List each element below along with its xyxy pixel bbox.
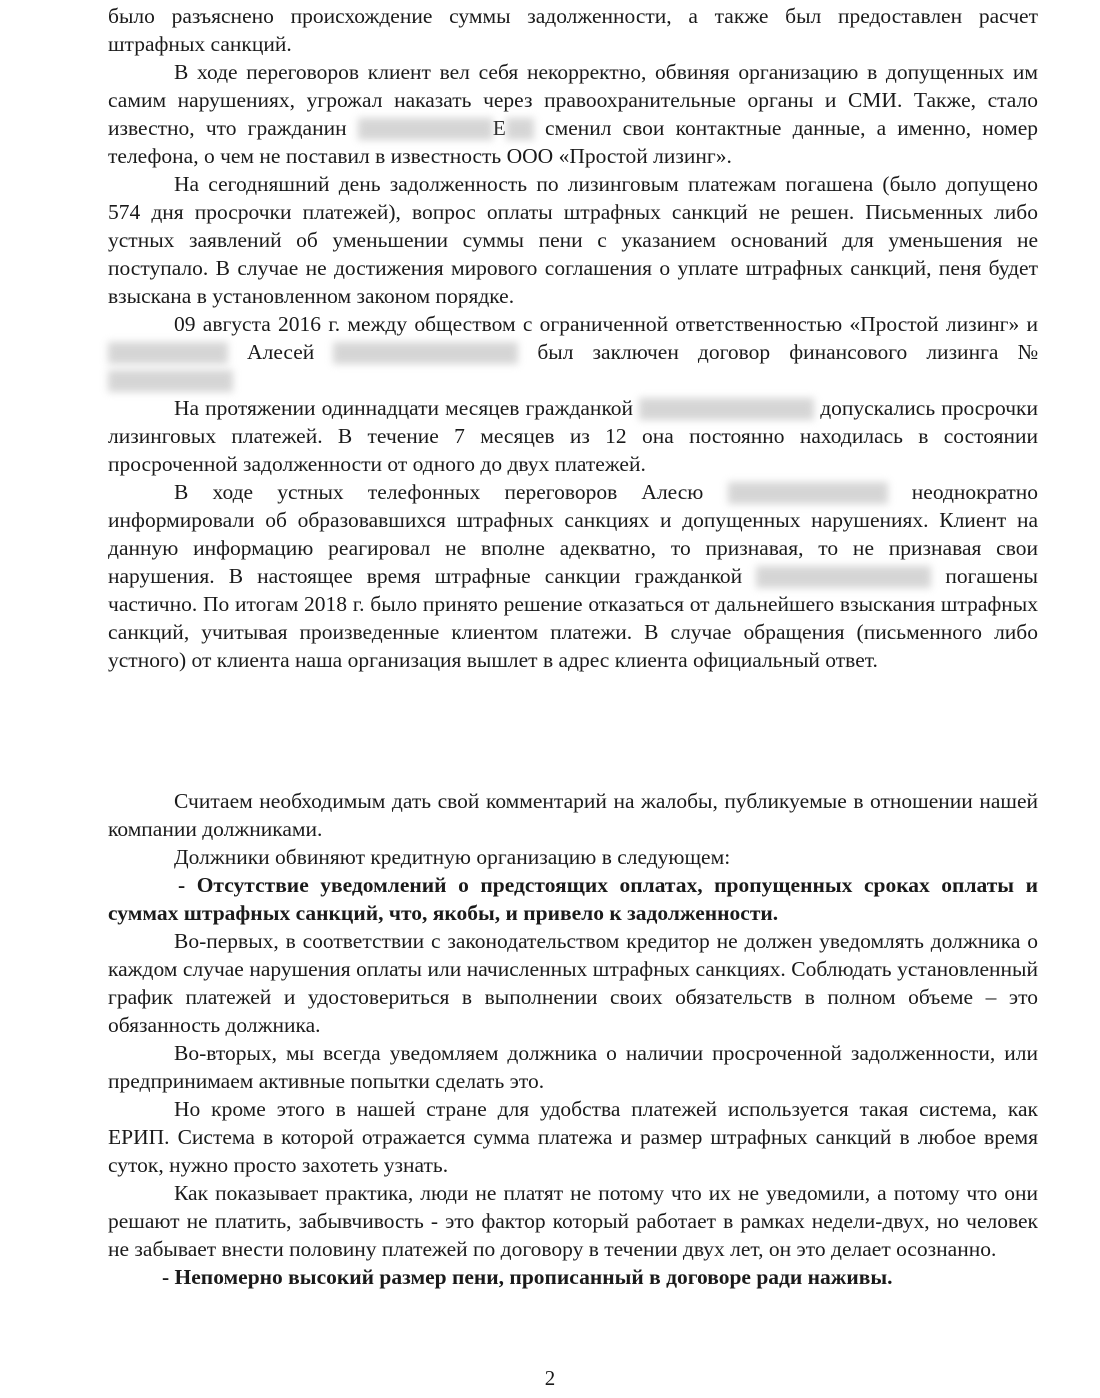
redacted-client-surname: [728, 482, 888, 504]
paragraph-contract: 09 августа 2016 г. между обществом с ограниченной ответственностью «Простой лизинг» и Алесей был заключен договор финансового лизинга №: [108, 310, 1038, 394]
paragraph-erip: Но кроме этого в нашей стране для удобства платежей используется такая система, как ЕРИП. Система в которой отражается сумма платежа и размер штрафных санкций в любое время суток, нужно просто захотеть узнать.: [108, 1097, 1038, 1177]
paragraph-firstly: Во-первых, в соответствии с законодательством кредитор не должен уведомлять должника о каждом случае нарушения оплаты или начисленных штрафных санкциях. Соблюдать установленный график платежей и удостовериться в выполнении своих обязательств в полном объеме – это обязанность должника.: [108, 929, 1038, 1037]
paragraph-overdue-payments: На протяжении одиннадцати месяцев гражданкой допускались просрочки лизинговых платежей. В течение 7 месяцев из 12 она постоянно находилась в состоянии просроченной задолженности от одного до двух платежей.: [108, 396, 1038, 476]
paragraph-secondly: Во-вторых, мы всегда уведомляем должника о наличии просроченной задолженности, или предпринимаем активные попытки сделать это.: [108, 1041, 1038, 1093]
bullet-no-notifications: - Отсутствие уведомлений о предстоящих оплатах, пропущенных сроках оплаты и суммах штрафных санкций, что, якобы, и привело к задолженности.: [108, 873, 1038, 925]
page-number: 2: [544, 1366, 556, 1390]
redacted-surname: [108, 342, 228, 364]
paragraph-practice: Как показывает практика, люди не платят не потому что их не уведомили, а потому что они решают не платить, забывчивость - это фактор который работает в рамках недели-двух, но человек не забывает внести половину платежей по договору в течении двух лет, он это делает осознанно.: [108, 1181, 1038, 1261]
paragraph-comment-intro: Считаем необходимым дать свой комментарий на жалобы, публикуемые в отношении нашей компании должниками.: [108, 789, 1038, 841]
paragraph-phone-negotiations: В ходе устных телефонных переговоров Алесю неоднократно информировали об образовавшихся штрафных санкциях и допущенных нарушениях. Клиент на данную информацию реагировал не вполне адекватно, то признавая, то не признавая свои нарушения. В настоящее время штрафные санкции гражданкой погашены частично. По итогам 2018 г. было принято решение отказаться от дальнейшего взыскания штрафных санкций, учитывая произведенные клиентом платежи. В случае обращения (письменного либо устного) от клиента наша организация вышлет в адрес клиента официальный ответ.: [108, 480, 1038, 672]
redacted-patronymic: [333, 342, 518, 364]
paragraph-accusations-intro: Должники обвиняют кредитную организацию в следующем:: [174, 845, 731, 869]
paragraph-negotiations: В ходе переговоров клиент вел себя некорректно, обвиняя организацию в допущенных им самим нарушениях, угрожал наказать через правоохранительные органы и СМИ. Также, стало известно, что гражданин Е сменил свои контактные данные, а именно, номер телефона, о чем не поставил в известность ООО «Простой лизинг».: [108, 60, 1038, 168]
redacted-client-fullname: [756, 566, 931, 588]
redacted-name: [358, 118, 493, 140]
section-complaints-comment: [108, 787, 1038, 1291]
redacted-initials: [506, 118, 534, 140]
redacted-client-name: [639, 398, 814, 420]
redacted-contract-number: [108, 370, 233, 392]
section-case-description: [108, 2, 1038, 674]
paragraph-explanation: было разъяснено происхождение суммы задолженности, а также был предоставлен расчет штрафных санкций.: [108, 4, 1038, 56]
bullet-high-penalty: - Непомерно высокий размер пени, прописанный в договоре ради наживы.: [162, 1265, 893, 1289]
paragraph-debt-status: На сегодняшний день задолженность по лизинговым платежам погашена (было допущено 574 дня просрочки платежей), вопрос оплаты штрафных санкций не решен. Письменных либо устных заявлений об уменьшении суммы пени с указанием оснований для уменьшения не поступало. В случае не достижения мирового соглашения о уплате штрафных санкций, пеня будет взыскана в установленном законом порядке.: [108, 172, 1038, 308]
